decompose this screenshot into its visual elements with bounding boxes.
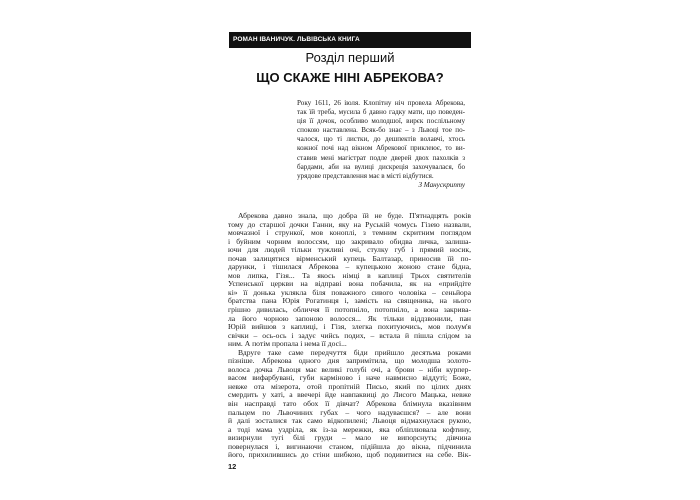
paragraph-line: ючи для людей тільки тужливі очі, стулку губ і прямий носик, [228, 246, 471, 255]
paragraph-line: смердить у хаті, а ввечері йде навпаквиці до Лисого Мацька, невже [228, 391, 471, 400]
epigraph [297, 99, 465, 190]
paragraph-line: грішно дивилась, обличчя її потопніло, потопніло, а вона закрива- [228, 306, 471, 315]
epigraph-line: урядове представлення має в місті відбутися. [297, 171, 434, 180]
epigraph-line: спокою наставлена. Всяк-бо знає – з Львоці тое по- [297, 126, 465, 135]
body-text [228, 212, 471, 460]
paragraph-line: ним. А потім пропала і нема її досі... [228, 340, 347, 349]
paragraph-line: свічки – ось-ось і задує чийсь подих, – встала й пішла слідом за [228, 331, 471, 340]
paragraph-line: а тоді мама уздріла, як із-за мережки, яка обліплювала кофтину, [228, 425, 471, 434]
epigraph-line: ція її дочок, особливо молодшої, вирєк послільному [297, 117, 465, 126]
paragraph-line: Вдруге таке саме передчуття біди прийшло десятьма роками [238, 348, 471, 357]
paragraph-line: мовчазної і стрункої, мов коноплі, з темним скритним поглядом [228, 229, 471, 238]
paragraph-line: пальцем по Львочиних губах – чого надуваєшся? – але вони [228, 408, 471, 417]
epigraph-line: бардами, аби на вулиці дискреція захочувалася, бо [297, 162, 465, 171]
epigraph-line: Року 1611, 26 іюля. Клопітну ніч провела Абрекова, [297, 99, 465, 107]
paragraph-line: й далі зосталися так само відкопилені; Львоця відмахнулася рукою, [228, 417, 471, 426]
paragraph-line: васом вифарбувані, губи карміново і наче навмисно віддуті; Боже, [228, 374, 471, 383]
paragraph-line: повернулася і, вигинаючи станом, підійшла до вікна, підчинила [228, 442, 471, 451]
paragraph-line: Абрекова давно знала, що добра їй не буде. П'ятнадцять років [238, 212, 471, 220]
paragraph-line: його, прихилившись до стіни шибкою, щоб подивитися на себе. Вік- [228, 451, 471, 460]
paragraph-line: мов липка, Гізя... Та якось німці в каплиці Трьох святителів [228, 271, 471, 280]
epigraph-line: чалося, що ті листки, до дешпектів волавчі, хтось [297, 135, 465, 144]
paragraph-line: він насправді тато обох її дівчат? Абрекова блімнула вказівним [228, 400, 471, 409]
chapter-label: Розділ перший [305, 50, 395, 65]
epigraph-line: так їй треба, мусила б давно гадку мати, що поведен- [297, 108, 465, 117]
header-book-title: ЛЬВІВСЬКА КНИГА [296, 36, 360, 43]
paragraph-line: невже ота мізерота, отой пропітній Письо, який по цілих днях [228, 382, 471, 391]
page-number: 12 [228, 462, 237, 471]
paragraph-line: визирнули тугі білі груди – мало не випорснуть; дівчина [228, 434, 471, 443]
chapter-title: ЩО СКАЖЕ НІНІ АБРЕКОВА? [256, 70, 444, 85]
epigraph-line: кожної почі над вікном Абрекової приклеює, то ви- [297, 144, 465, 153]
paragraph-line: ла його чорною запоною волосся... Як тільки віддзвонили, пан [228, 314, 471, 323]
paragraph-line: кі» її донька уклякла біля поважного сивого чоловіка – сеньйора [228, 288, 471, 297]
paragraph-line: пізніше. Абрекова одного дня запримітила, що молодша золото- [228, 357, 471, 366]
paragraph-line: волоса дочка Львоця має великі голубі очі, а брови – ніби курпер- [228, 365, 471, 374]
paragraph-line: тому до старшої дочки Ганни, яку на Руській чомусь Гізею назвали, [228, 220, 471, 229]
header-author: РОМАН ІВАНИЧУК. [233, 36, 296, 43]
paragraph-line: почав залицятися вірменський купець Балтазар, приносив їй по- [228, 254, 471, 263]
epigraph-line: ставив мені магістрат подле дверей двох пахолків з [297, 153, 465, 162]
paragraph-line: дарунки, і тішилася Абрекова – купецькою жоною стане бідна, [228, 263, 471, 272]
epigraph-source: З Манускрипту [418, 180, 465, 189]
paragraph-line: братства пана Юрія Рогатинця і, замість на священика, на нього [228, 297, 471, 306]
paragraph-line: Успенської церкви на відправі вона побачила, як на «прийдіте [228, 280, 471, 289]
running-head [229, 32, 471, 48]
paragraph-line: і буйним чорним волоссям, що закривало обидва личка, залиша- [228, 237, 471, 246]
paragraph-line: Юрій вийшов з каплиці, і Гізя, злегка похитуючись, мов полум'я [228, 323, 471, 332]
